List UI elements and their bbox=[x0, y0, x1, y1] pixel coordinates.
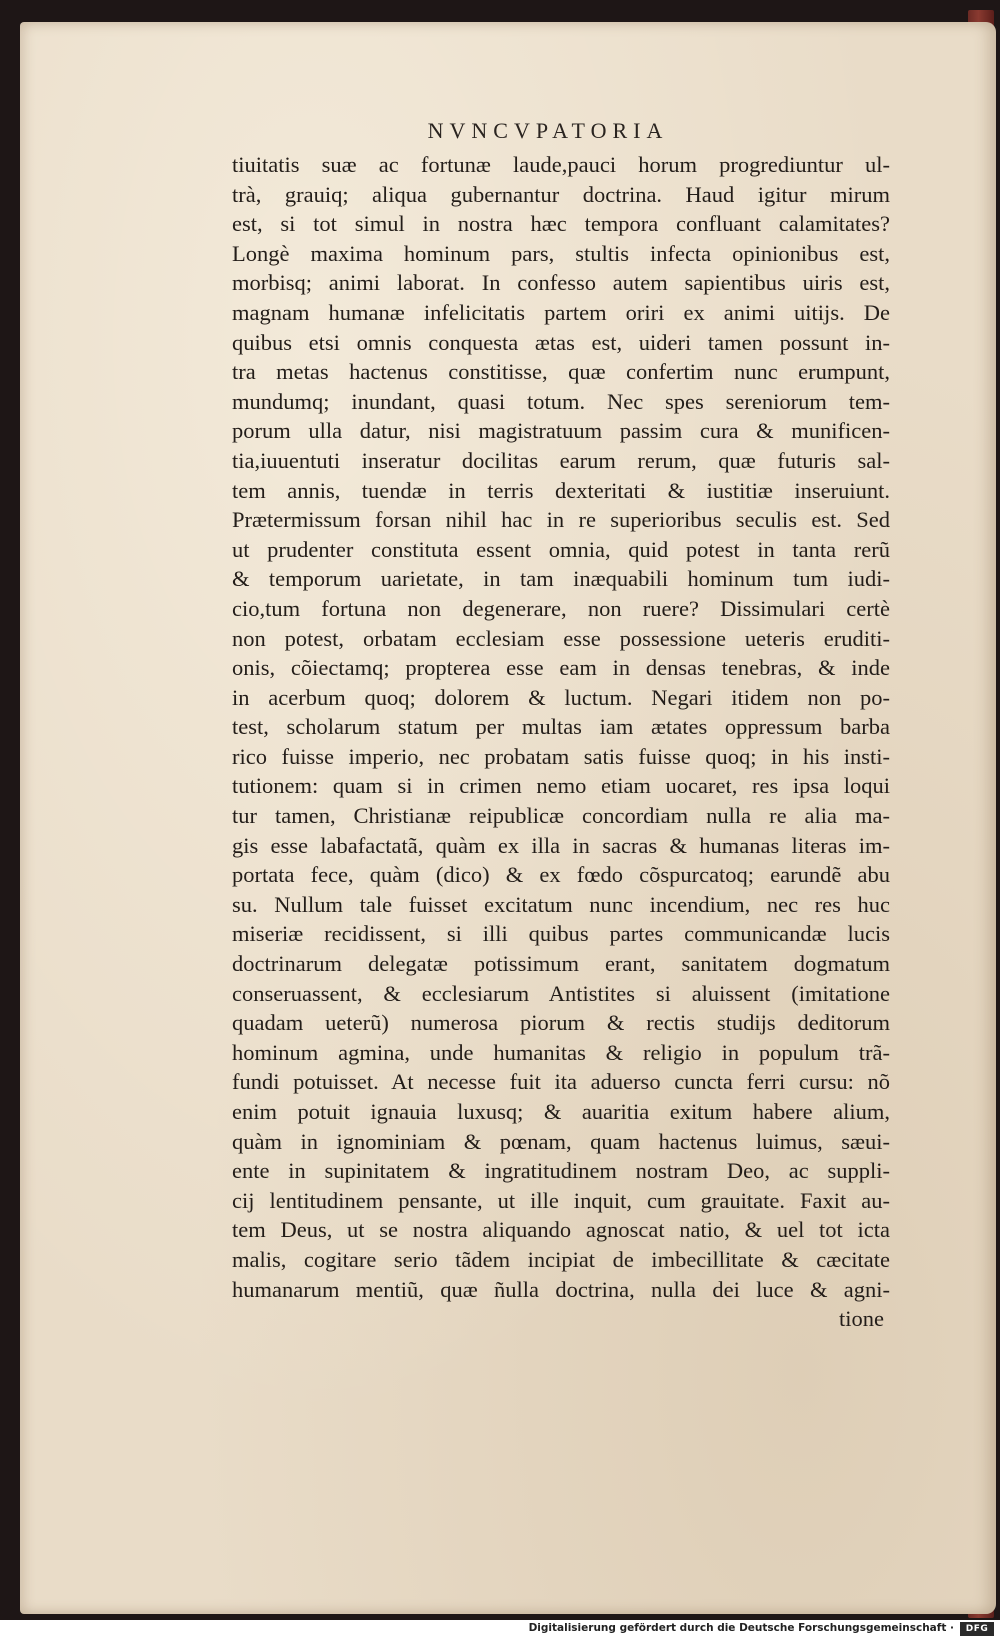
text-line: su. Nullum tale fuisset excitatum nunc incendium, nec res huc bbox=[232, 891, 890, 917]
text-line: quadam ueterũ) numerosa piorum & rectis studijs deditorum bbox=[232, 1010, 890, 1036]
text-line: est, si tot simul in nostra hæc tempora confluant calamitates? bbox=[232, 211, 890, 237]
text-line: tiuitatis suæ ac fortunæ laude,pauci horum progrediuntur ul- bbox=[232, 152, 890, 177]
running-head: NVNCVPATORIA bbox=[427, 118, 669, 143]
text-line: in acerbum quoq; dolorem & luctum. Negari itidem non po- bbox=[232, 684, 890, 710]
text-line: ente in supinitatem & ingratitudinem nostram Deo, ac suppli- bbox=[232, 1158, 890, 1184]
text-line: tem annis, tuendæ in terris dexteritati & iustitiæ inseruiunt. bbox=[232, 477, 890, 503]
text-line: test, scholarum statum per multas iam ætates oppressum barba bbox=[232, 714, 890, 740]
text-line: trà, grauiq; aliqua gubernantur doctrina. Haud igitur mirum bbox=[232, 181, 890, 207]
text-line: enim potuit ignauia luxusq; & auaritia exitum habere alium, bbox=[232, 1099, 890, 1124]
digitization-credit: Digitalisierung gefördert durch die Deutsche Forschungsgemeinschaft · bbox=[528, 1622, 954, 1634]
text-line: miseriæ recidissent, si illi quibus partes communicandæ lucis bbox=[232, 921, 890, 947]
text-line: malis, cogitare serio tãdem incipiat de imbecillitate & cæcitate bbox=[232, 1246, 890, 1272]
text-line: rico fuisse imperio, nec probatam satis fuisse quoq; in his insti- bbox=[232, 743, 890, 769]
text-line: magnam humanæ infelicitatis partem oriri ex animi uitijs. De bbox=[232, 299, 890, 325]
text-line: onis, cõiectamq; propterea esse eam in densas tenebras, & inde bbox=[232, 655, 890, 681]
text-line: tur tamen, Christianæ reipublicæ concordiam nulla re alia ma- bbox=[232, 803, 890, 829]
text-line: gis esse labafactatã, quàm ex illa in sacras & humanas literas im- bbox=[232, 832, 890, 858]
dfg-logo: DFG bbox=[960, 1622, 994, 1636]
text-line: tem Deus, ut se nostra aliquando agnoscat natio, & uel tot icta bbox=[232, 1217, 890, 1243]
text-line: portata fece, quàm (dico) & ex fœdo cõspurcatoq; earundẽ abu bbox=[232, 862, 890, 888]
footer-bar bbox=[0, 1620, 1000, 1639]
text-line: tia,iuuentuti inseratur docilitas earum rerum, quæ futuris sal- bbox=[232, 447, 890, 473]
text-line: tra metas hactenus constitisse, quæ confertim nunc erumpunt, bbox=[232, 359, 890, 385]
text-line: cio,tum fortuna non degenerare, non ruere? Dissimulari certè bbox=[232, 595, 890, 621]
text-line: hominum agmina, unde humanitas & religio in populum trã- bbox=[232, 1039, 890, 1065]
text-line: fundi potuisset. At necesse fuit ita aduerso cuncta ferri cursu: nõ bbox=[232, 1069, 890, 1095]
text-line: humanarum mentiũ, quæ ñulla doctrina, nulla dei luce & agni- bbox=[232, 1276, 890, 1302]
text-line: Prætermissum forsan nihil hac in re superioribus seculis est. Sed bbox=[232, 507, 890, 533]
text-line: conseruassent, & ecclesiarum Antistites si aluissent (imitatione bbox=[232, 980, 890, 1006]
text-line: & temporum uarietate, in tam inæquabili hominum tum iudi- bbox=[232, 566, 890, 592]
text-line: doctrinarum delegatæ potissimum erant, sanitatem dogmatum bbox=[232, 951, 890, 977]
text-line: mundumq; inundant, quasi totum. Nec spes sereniorum tem- bbox=[232, 388, 890, 414]
text-line: cij lentitudinem pensante, ut ille inquit, cum grauitate. Faxit au- bbox=[232, 1187, 890, 1213]
text-block bbox=[232, 150, 890, 1334]
text-line: quibus etsi omnis conquesta ætas est, uideri tamen possunt in- bbox=[232, 329, 890, 355]
text-line: Longè maxima hominum pars, stultis infecta opinionibus est, bbox=[232, 240, 890, 266]
text-line: quàm in ignominiam & pœnam, quam hactenus luimus, sæui- bbox=[232, 1128, 890, 1154]
catchword: tione bbox=[839, 1306, 884, 1332]
text-line: porum ulla datur, nisi magistratuum passim cura & munificen- bbox=[232, 418, 890, 444]
text-line: ut prudenter constituta essent omnia, quid potest in tanta rerũ bbox=[232, 536, 890, 562]
text-line: tutionem: quam si in crimen nemo etiam uocaret, res ipsa loqui bbox=[232, 773, 890, 799]
book-page bbox=[20, 22, 996, 1614]
text-line: morbisq; animi laborat. In confesso autem sapientibus uiris est, bbox=[232, 270, 890, 296]
text-line: non potest, orbatam ecclesiam esse possessione ueteris eruditi- bbox=[232, 625, 890, 651]
